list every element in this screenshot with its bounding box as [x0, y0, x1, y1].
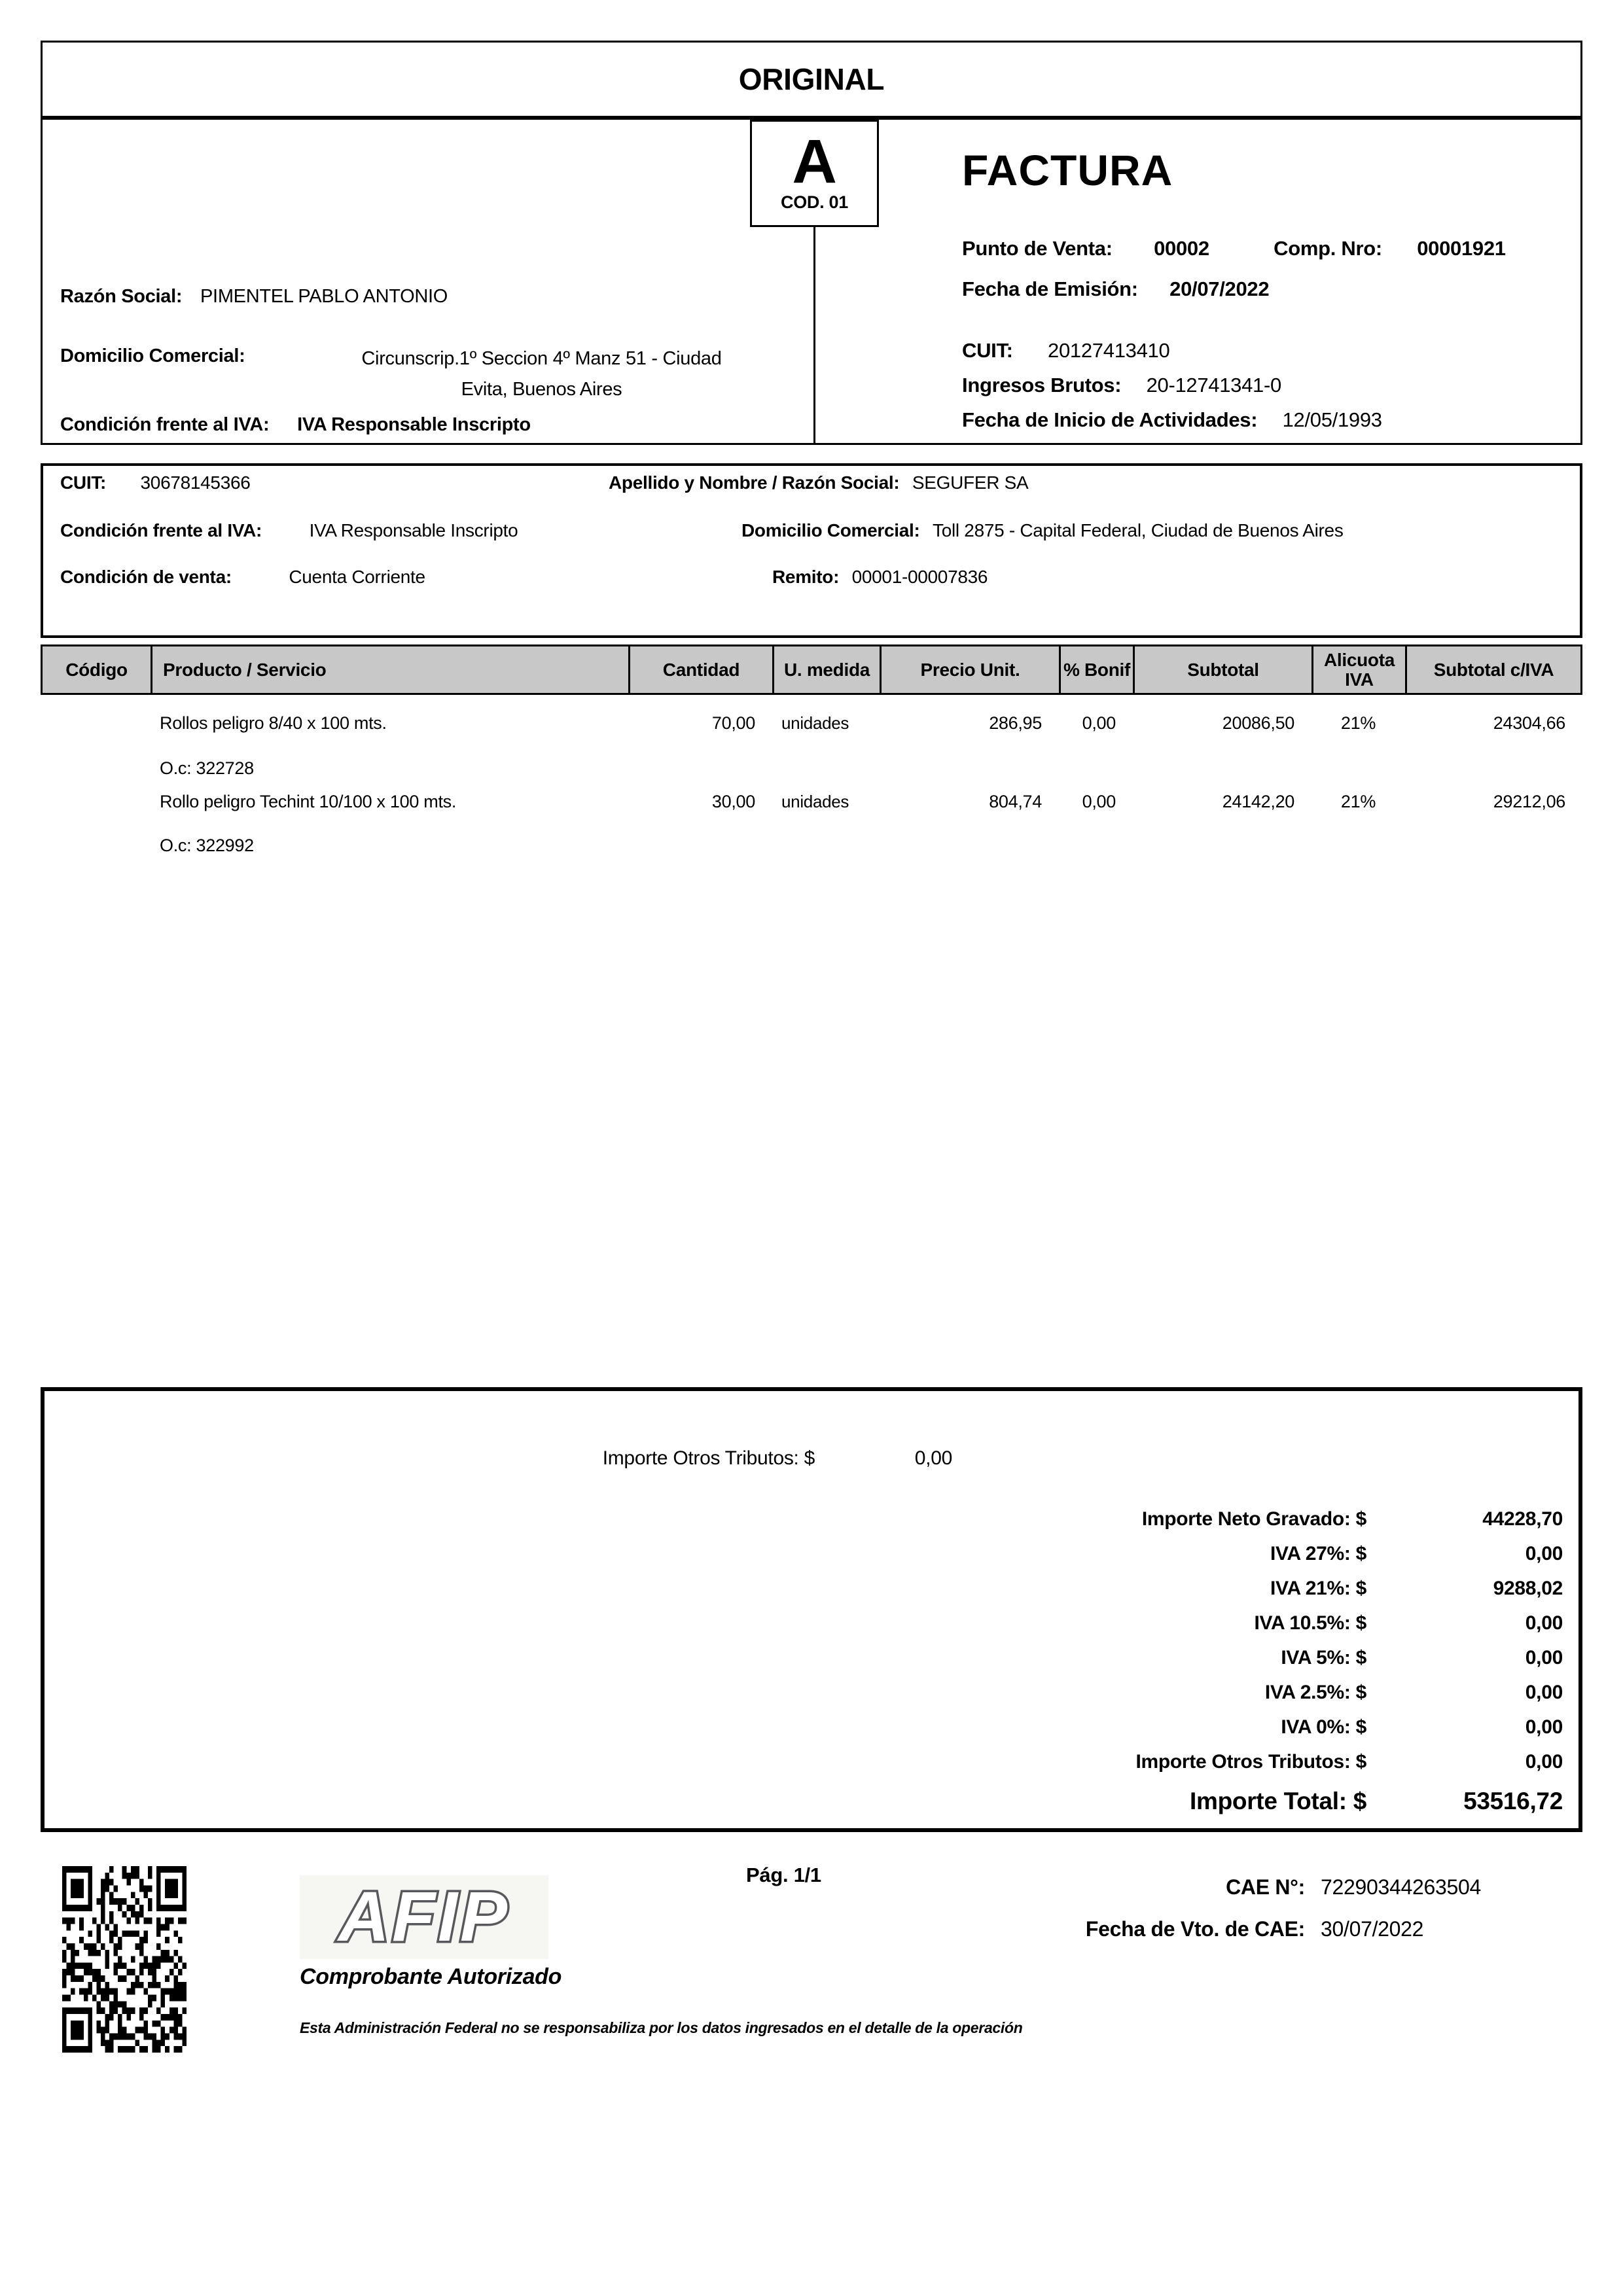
total-row-iva25: [41, 1675, 1563, 1710]
emitter-condicion-iva-label: Condición frente al IVA:: [60, 414, 270, 435]
total-value: 0,00: [1525, 1612, 1563, 1634]
remito-label: Remito:: [772, 567, 840, 587]
otros-tributos-inline-label: Importe Otros Tributos: $: [602, 1447, 815, 1469]
total-row-iva5: [41, 1640, 1563, 1675]
item-subtotal-iva: 24304,66: [1493, 713, 1565, 733]
col-subtotal-civa: Subtotal c/IVA: [1433, 659, 1554, 680]
total-label: IVA 27%: $: [1270, 1542, 1366, 1564]
item-alicuota: 21%: [1340, 792, 1376, 811]
item-cantidad: 70,00: [711, 713, 755, 733]
table-row: [41, 792, 1582, 812]
item-precio: 804,74: [989, 792, 1042, 811]
fecha-emision-row: [962, 277, 1269, 301]
cae-value: 72290344263504: [1321, 1875, 1481, 1899]
col-producto: Producto / Servicio: [152, 646, 630, 693]
invoice-letter-code: COD. 01: [781, 192, 848, 213]
customer-condicion-iva-value: IVA Responsable Inscripto: [309, 520, 518, 540]
cae-vto-row: [916, 1908, 1563, 1950]
col-precio-unit: Precio Unit.: [882, 646, 1061, 693]
total-row-otros-tributos: [41, 1744, 1563, 1779]
inicio-actividades-value: 12/05/1993: [1282, 408, 1382, 431]
total-row-importe-total: [41, 1782, 1563, 1821]
inicio-actividades-row: [962, 408, 1382, 432]
inicio-actividades-label: Fecha de Inicio de Actividades:: [962, 408, 1258, 431]
total-value: 9288,02: [1493, 1577, 1563, 1599]
emitter-condicion-iva-row: [60, 414, 531, 436]
item-precio: 286,95: [989, 713, 1042, 733]
total-value: 0,00: [1525, 1646, 1563, 1669]
customer-condicion-venta-value: Cuenta Corriente: [289, 567, 425, 587]
emitter-cuit-row: [962, 339, 1169, 362]
copy-type-band: [41, 41, 1582, 118]
total-row-iva21: [41, 1571, 1563, 1606]
item-codigo: [41, 713, 151, 733]
cae-block: [916, 1866, 1563, 1950]
customer-condicion-venta-label: Condición de venta:: [60, 567, 232, 587]
total-row-iva0: [41, 1710, 1563, 1744]
afip-logo: [300, 1875, 548, 1959]
total-label: Importe Otros Tributos: $: [1135, 1750, 1366, 1773]
customer-cuit-value: 30678145366: [140, 472, 251, 493]
emitter-razon-social-row: [60, 286, 448, 308]
remito-row: [772, 567, 988, 588]
header-divider: [813, 227, 815, 445]
afip-logo-icon: [300, 1875, 548, 1959]
customer-domicilio-label: Domicilio Comercial:: [741, 520, 920, 540]
total-value: 0,00: [1525, 1681, 1563, 1703]
total-row-neto-gravado: [41, 1502, 1563, 1536]
customer-cuit-label: CUIT:: [60, 472, 107, 493]
copy-type-label: ORIGINAL: [738, 62, 885, 96]
cae-number-row: [916, 1866, 1563, 1908]
customer-domicilio-value: Toll 2875 - Capital Federal, Ciudad de Buenos Aires: [933, 520, 1344, 540]
item-desc: Rollo peligro Techint 10/100 x 100 mts.: [160, 792, 457, 811]
total-label: IVA 0%: $: [1281, 1716, 1366, 1738]
col-bonif: % Bonif: [1061, 646, 1135, 693]
emitter-domicilio-line2: Evita, Buenos Aires: [461, 379, 622, 400]
comprobante-autorizado-label: Comprobante Autorizado: [300, 1964, 562, 1989]
item-oc-note: O.c: 322992: [160, 836, 254, 855]
item-unidad: unidades: [781, 713, 849, 733]
totals-rows: [41, 1502, 1563, 1821]
qr-code-icon: [62, 1866, 187, 2053]
svg-text:AFIP: AFIP: [338, 1877, 510, 1956]
page-number: Pág. 1/1: [746, 1863, 821, 1886]
customer-name-row: [609, 472, 1028, 493]
col-subtotal: Subtotal: [1135, 646, 1313, 693]
item-subtotal: 24142,20: [1222, 792, 1294, 811]
customer-name-value: SEGUFER SA: [912, 472, 1029, 493]
total-row-iva27: [41, 1536, 1563, 1571]
total-value: 44228,70: [1482, 1508, 1563, 1530]
invoice-letter: A: [792, 126, 837, 196]
document-type-title: FACTURA: [962, 146, 1173, 194]
importe-total-value: 53516,72: [1463, 1788, 1563, 1814]
item-unidad: unidades: [781, 792, 849, 811]
razon-social-value: PIMENTEL PABLO ANTONIO: [200, 286, 448, 307]
total-label: Importe Neto Gravado: $: [1141, 1508, 1366, 1530]
emitter-cuit-label: CUIT:: [962, 339, 1013, 362]
emitter-cuit-value: 20127413410: [1048, 339, 1170, 362]
item-cantidad: 30,00: [711, 792, 755, 811]
item-bonif: 0,00: [1082, 792, 1116, 811]
items-table-header: [41, 645, 1582, 695]
punto-venta-row: [962, 237, 1506, 260]
fecha-emision-label: Fecha de Emisión:: [962, 277, 1138, 300]
item-subtotal: 20086,50: [1222, 713, 1294, 733]
ingresos-brutos-row: [962, 374, 1281, 397]
ingresos-brutos-label: Ingresos Brutos:: [962, 374, 1122, 397]
total-label: IVA 2.5%: $: [1264, 1681, 1366, 1703]
fecha-emision-value: 20/07/2022: [1169, 277, 1270, 300]
afip-disclaimer: Esta Administración Federal no se responsabiliza por los datos ingresados en el detalle de la operación: [300, 2019, 1023, 2036]
importe-total-label: Importe Total: $: [1190, 1788, 1366, 1814]
total-label: IVA 5%: $: [1281, 1646, 1366, 1669]
cae-vto-value: 30/07/2022: [1321, 1916, 1424, 1941]
comp-nro-label: Comp. Nro:: [1274, 237, 1382, 260]
ingresos-brutos-value: 20-12741341-0: [1146, 374, 1281, 397]
customer-condicion-iva-label: Condición frente al IVA:: [60, 520, 262, 540]
total-value: 0,00: [1525, 1716, 1563, 1738]
emitter-domicilio-value: [275, 344, 808, 405]
customer-cuit-row: [60, 472, 251, 493]
razon-social-label: Razón Social:: [60, 286, 183, 307]
otros-tributos-inline-row: [46, 1447, 955, 1470]
table-row: [41, 713, 1582, 733]
item-bonif: 0,00: [1082, 713, 1116, 733]
col-codigo: Código: [43, 646, 152, 693]
customer-condicion-iva-row: [60, 520, 518, 541]
invoice-letter-box: [750, 120, 879, 227]
cae-vto-label: Fecha de Vto. de CAE:: [1085, 1916, 1305, 1941]
item-subtotal-iva: 29212,06: [1493, 792, 1565, 811]
customer-condicion-venta-row: [60, 567, 425, 588]
punto-venta-value: 00002: [1154, 237, 1209, 260]
total-value: 0,00: [1525, 1750, 1563, 1773]
total-row-iva105: [41, 1606, 1563, 1640]
remito-value: 00001-00007836: [851, 567, 988, 587]
total-label: IVA 21%: $: [1270, 1577, 1366, 1599]
comp-nro-value: 00001921: [1417, 237, 1506, 260]
emitter-domicilio-line1: Circunscrip.1º Seccion 4º Manz 51 - Ciudad: [361, 348, 722, 369]
emitter-condicion-iva-value: IVA Responsable Inscripto: [297, 414, 531, 435]
item-desc: Rollos peligro 8/40 x 100 mts.: [160, 713, 387, 733]
punto-venta-label: Punto de Venta:: [962, 237, 1113, 260]
item-alicuota: 21%: [1340, 713, 1376, 733]
col-umedida: U. medida: [774, 646, 882, 693]
total-label: IVA 10.5%: $: [1254, 1612, 1366, 1634]
total-value: 0,00: [1525, 1542, 1563, 1564]
col-cantidad: Cantidad: [630, 646, 774, 693]
emitter-domicilio-label: Domicilio Comercial:: [60, 345, 245, 366]
customer-name-label: Apellido y Nombre / Razón Social:: [609, 472, 900, 493]
item-oc-note: O.c: 322728: [160, 758, 254, 778]
otros-tributos-inline-value: 0,00: [914, 1447, 952, 1469]
items-table-body: [41, 695, 1582, 856]
item-codigo: [41, 792, 151, 812]
cae-label: CAE N°:: [1226, 1875, 1305, 1899]
col-alicuota-iva: Alicuota IVA: [1313, 646, 1407, 693]
customer-domicilio-row: [741, 520, 1344, 541]
